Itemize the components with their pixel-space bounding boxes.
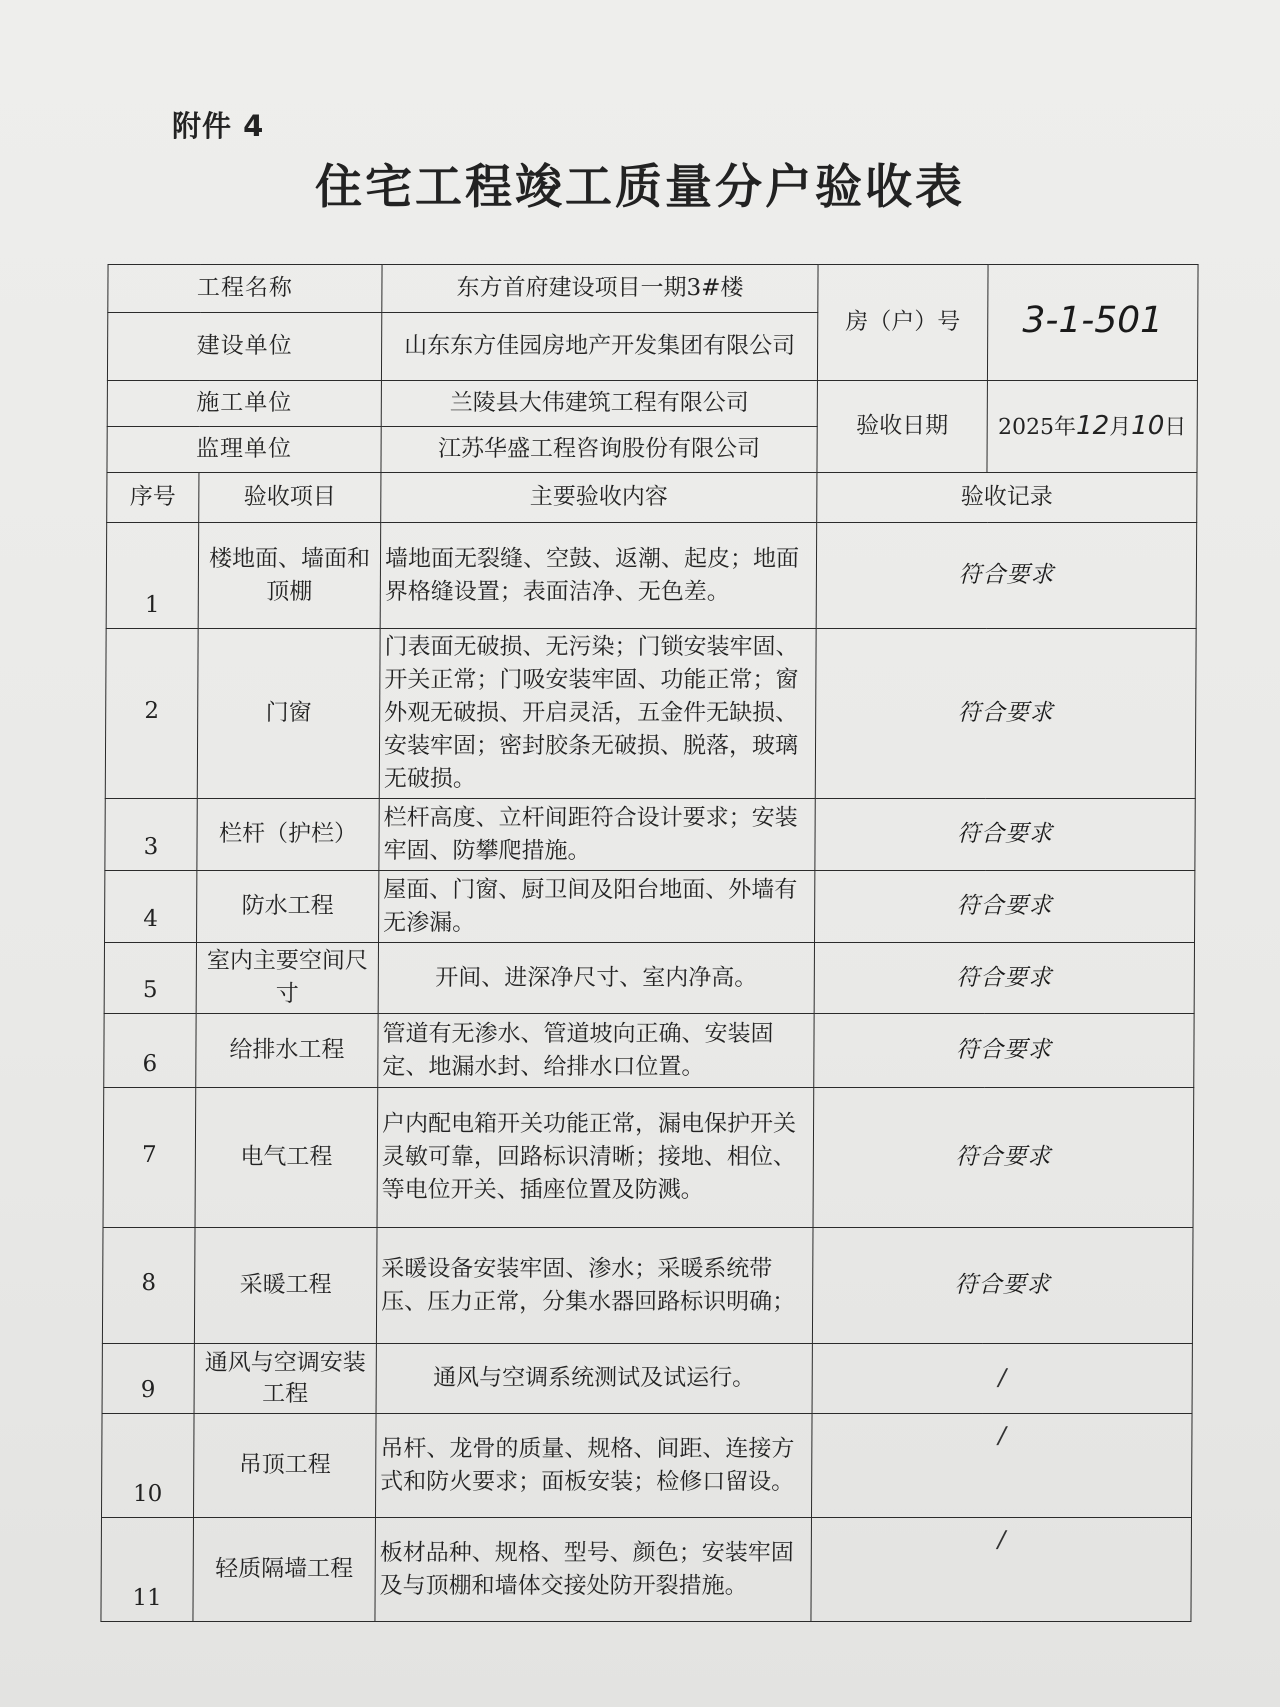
table-row [101,1518,1192,1622]
date-month-handwritten: 12 [1076,410,1110,441]
row-content: 屋面、门窗、厨卫间及阳台地面、外墙有无渗漏。 [379,871,815,943]
row-item: 楼地面、墙面和顶棚 [198,523,381,629]
date-year: 2025年 [998,414,1077,440]
row-record: 符合要求 [813,1088,1194,1228]
row-item: 电气工程 [195,1088,378,1228]
row-content: 开间、进深净尺寸、室内净高。 [378,943,814,1014]
row-content: 墙地面无裂缝、空鼓、返潮、起皮；地面界格缝设置；表面洁净、无色差。 [380,523,817,629]
row-seq: 3 [105,799,197,871]
column-header-record: 验收记录 [817,473,1197,523]
row-seq: 1 [106,523,199,629]
table-row [102,1228,1193,1344]
row-item: 防水工程 [197,871,379,943]
row-item: 门窗 [197,629,380,799]
date-day-unit: 日 [1164,414,1187,440]
supervisor-value: 江苏华盛工程咨询股份有限公司 [381,427,817,473]
row-record: 符合要求 [815,629,1196,799]
row-record: 符合要求 [812,1228,1193,1344]
row-seq: 10 [101,1414,194,1518]
row-item: 室内主要空间尺寸 [196,943,378,1014]
row-record: / [811,1518,1192,1622]
inspection-date-label: 验收日期 [817,381,987,473]
contractor-label: 施工单位 [107,381,381,427]
row-item: 给排水工程 [196,1014,378,1088]
table-row [101,1414,1192,1518]
row-item: 吊顶工程 [193,1414,376,1518]
row-content: 门表面无破损、无污染；门锁安装牢固、开关正常；门吸安装牢固、功能正常；窗外观无破损、开启灵活，五金件无缺损、 安装牢固；密封胶条无破损、脱落，玻璃无破损。 [379,629,816,799]
table-row [103,1088,1194,1228]
column-header-row [107,473,1197,523]
project-name-row [108,265,1198,313]
row-record: 符合要求 [815,871,1195,943]
inspection-date-value [987,381,1197,473]
row-content: 户内配电箱开关功能正常，漏电保护开关灵敏可靠，回路标识清晰；接地、相位、等电位开关、插座位置及防溅。 [377,1088,814,1228]
table-row [102,1344,1192,1414]
row-record: 符合要求 [814,943,1194,1014]
project-name-label: 工程名称 [108,265,382,313]
row-content: 通风与空调系统测试及试运行。 [376,1344,812,1414]
row-record: 符合要求 [814,1014,1194,1088]
row-record: 符合要求 [815,799,1195,871]
row-record: / [811,1414,1192,1518]
row-seq: 5 [104,943,196,1014]
date-month-unit: 月 [1109,414,1132,440]
attachment-label: 附件 4 [172,109,265,143]
developer-value: 山东东方佳园房地产开发集团有限公司 [381,313,817,381]
room-number-label: 房（户）号 [817,265,988,381]
developer-label: 建设单位 [107,313,381,381]
table-row [104,1014,1194,1088]
row-seq: 4 [105,871,197,943]
table-row [105,629,1196,799]
row-item: 轻质隔墙工程 [193,1518,376,1622]
table-row [106,523,1197,629]
row-seq: 11 [101,1518,194,1622]
row-content: 板材品种、规格、型号、颜色；安装牢固及与顶棚和墙体交接处防开裂措施。 [375,1518,812,1622]
contractor-row [107,381,1197,427]
room-number-value [987,265,1198,381]
table-row [105,799,1195,871]
row-seq: 2 [105,629,198,799]
table-row [105,871,1195,943]
acceptance-table [100,264,1198,1622]
row-content: 管道有无渗水、管道坡向正确、安装固定、地漏水封、给排水口位置。 [378,1014,814,1088]
row-seq: 7 [103,1088,196,1228]
date-day-handwritten: 10 [1131,410,1165,441]
row-item: 通风与空调安装工程 [194,1344,376,1414]
row-item: 采暖工程 [194,1228,377,1344]
column-header-content: 主要验收内容 [381,473,817,523]
row-record: 符合要求 [816,523,1197,629]
row-content: 栏杆高度、立杆间距符合设计要求；安装牢固、防攀爬措施。 [379,799,815,871]
row-seq: 9 [102,1344,194,1414]
row-item: 栏杆（护栏） [197,799,379,871]
row-content: 采暖设备安装牢固、渗水；采暖系统带压、压力正常，分集水器回路标识明确； [376,1228,813,1344]
row-seq: 8 [102,1228,195,1344]
page-title: 住宅工程竣工质量分户验收表 [315,160,965,215]
row-seq: 6 [104,1014,196,1088]
table-row [104,943,1194,1014]
column-header-item: 验收项目 [199,473,381,523]
supervisor-label: 监理单位 [107,427,381,473]
project-name-value: 东方首府建设项目一期3#楼 [382,265,818,313]
column-header-seq: 序号 [107,473,199,523]
row-content: 吊杆、龙骨的质量、规格、间距、连接方式和防火要求；面板安装；检修口留设。 [375,1414,812,1518]
room-number-handwritten: 3-1-501 [1022,299,1164,341]
contractor-value: 兰陵县大伟建筑工程有限公司 [381,381,817,427]
row-record: / [812,1344,1192,1414]
